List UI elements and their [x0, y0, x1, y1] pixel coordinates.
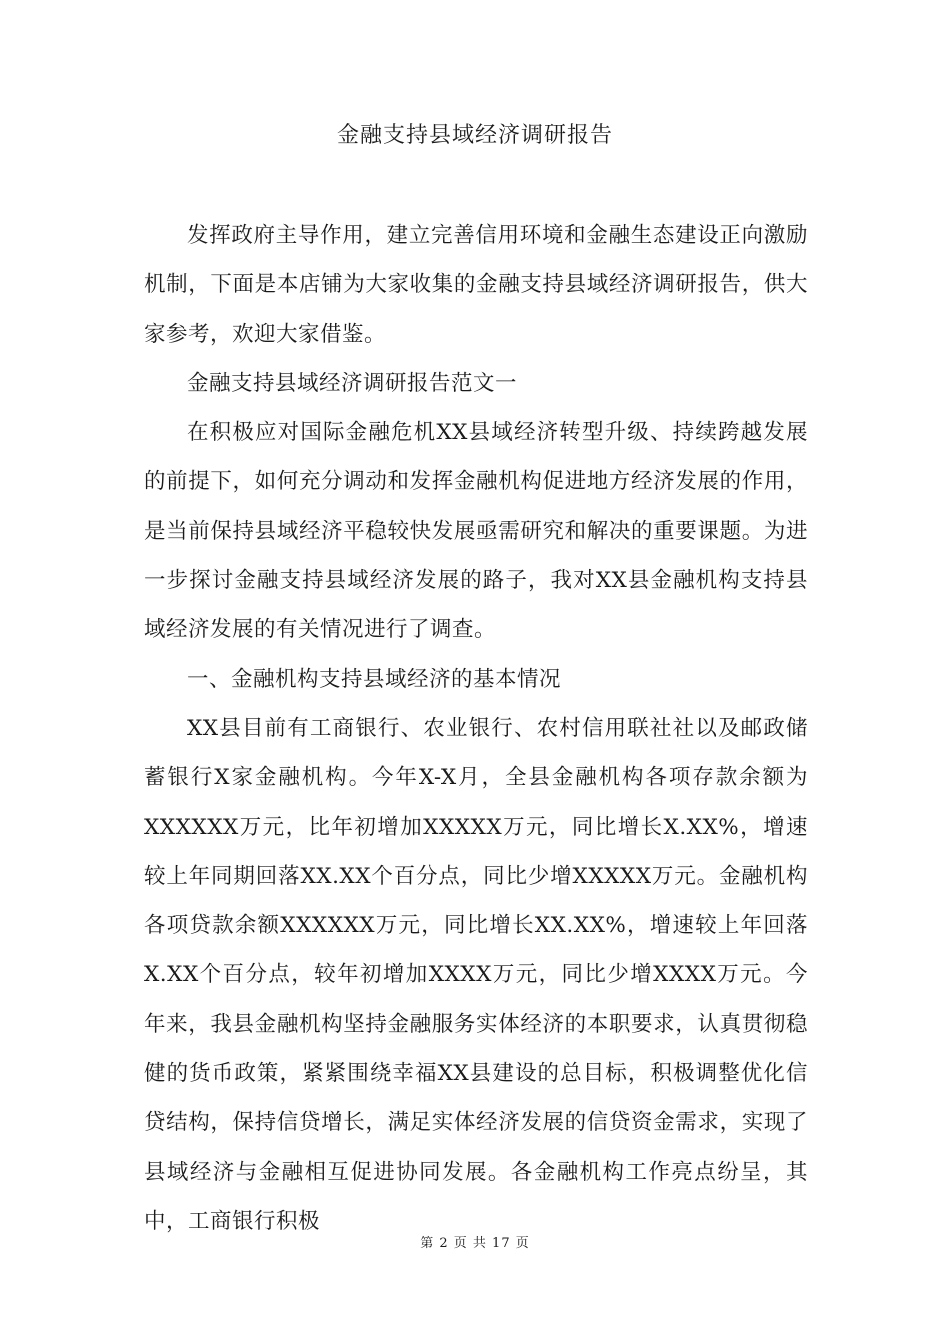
section-heading-basic-situation: 一、金融机构支持县域经济的基本情况	[187, 666, 562, 692]
section-heading-sample-one: 金融支持县域经济调研报告范文一	[187, 370, 518, 396]
page-number-label: 第 2 页 共 17 页	[420, 1236, 530, 1251]
page-footer	[0, 1232, 950, 1251]
document-title: 金融支持县域经济调研报告	[336, 123, 613, 148]
document-body	[144, 211, 808, 1246]
statistics-paragraph: XX县目前有工商银行、农业银行、农村信用联社社以及邮政储蓄银行X家金融机构。今年X-X月，全县金融机构各项存款余额为XXXXXX万元，比年初增加XXXXX万元，同比增长X.XX%，增速较上年同期回落XX.XX个百分点，同比少增XXXXX万元。金融机构各项贷款余额XXXXXX万元，同比增长XX.XX%，增速较上年回落X.XX个百分点，较年初增加XXXX万元，同比少增XXXX万元。今年来，我县金融机构坚持金融服务实体经济的本职要求，认真贯彻稳健的货币政策，紧紧围绕幸福XX县建设的总目标，积极调整优化信贷结构，保持信贷增长，满足实体经济发展的信贷资金需求，实现了县域经济与金融相互促进协同发展。各金融机构工作亮点纷呈，其中，工商银行积极	[144, 715, 808, 1234]
background-paragraph: 在积极应对国际金融危机XX县域经济转型升级、持续跨越发展的前提下，如何充分调动和发挥金融机构促进地方经济发展的作用，是当前保持县域经济平稳较快发展亟需研究和解决的重要课题。为进一步探讨金融支持县域经济发展的路子，我对XX县金融机构支持县域经济发展的有关情况进行了调查。	[144, 420, 808, 643]
intro-paragraph: 发挥政府主导作用，建立完善信用环境和金融生态建设正向激励机制，下面是本店铺为大家收集的金融支持县域经济调研报告，供大家参考，欢迎大家借鉴。	[144, 223, 808, 347]
